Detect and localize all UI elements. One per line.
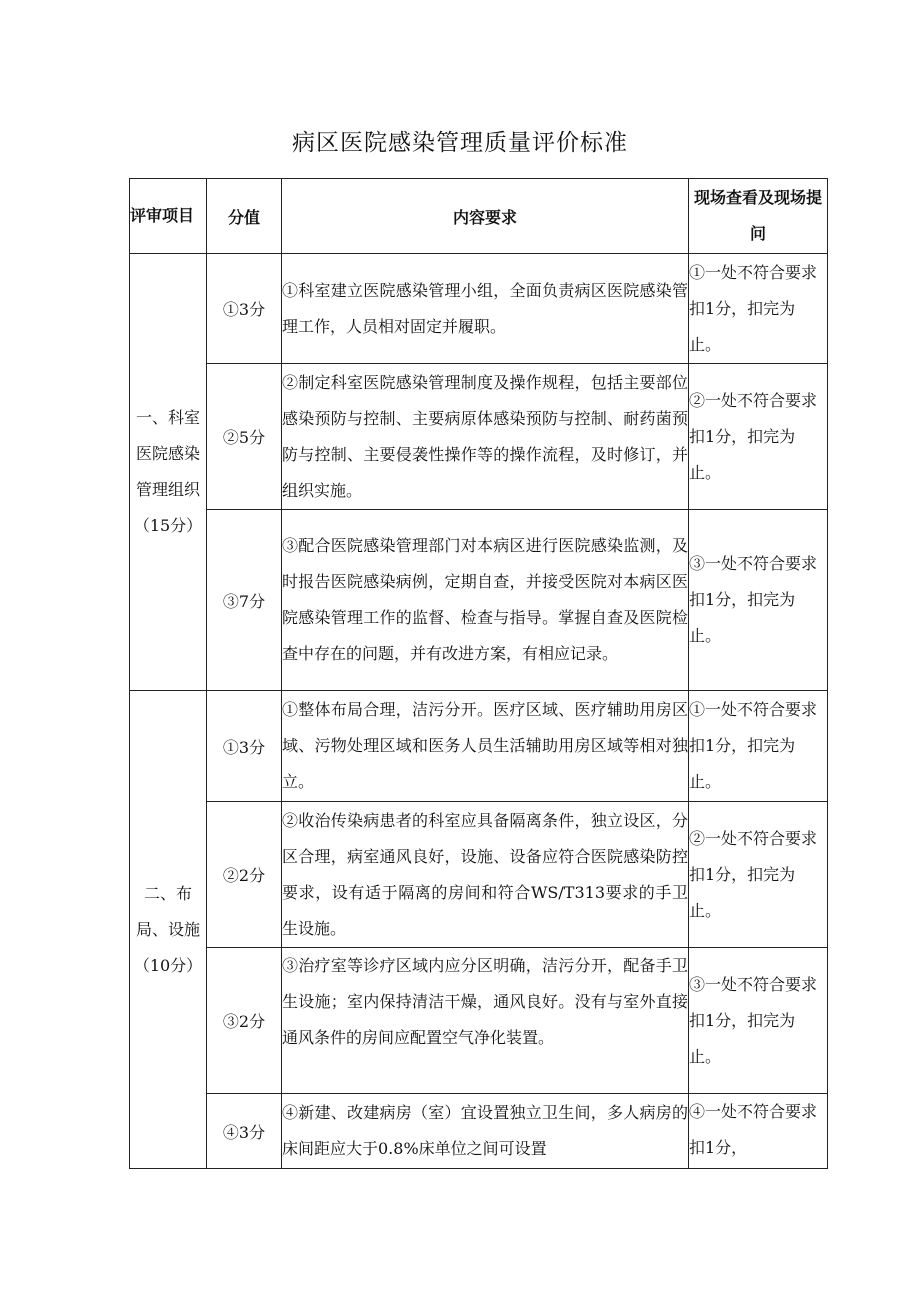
header-content: 内容要求 <box>282 179 689 254</box>
row-score: ③2分 <box>207 948 282 1094</box>
section-1-name: 一、科室医院感染管理组织（15分） <box>130 254 207 691</box>
row-content: ①整体布局合理，洁污分开。医疗区域、医疗辅助用房区域、污物处理区域和医务人员生活辅助用房区域等相对独立。 <box>282 691 689 802</box>
table-row <box>130 691 828 802</box>
table-row <box>130 510 828 691</box>
section-2-name: 二、布局、设施（10分） <box>130 691 207 1169</box>
header-score: 分值 <box>207 179 282 254</box>
row-content: ③治疗室等诊疗区域内应分区明确，洁污分开，配备手卫生设施；室内保持清洁干燥，通风良好。没有与室外直接通风条件的房间应配置空气净化装置。 <box>282 948 689 1094</box>
row-check: ②一处不符合要求扣1分，扣完为止。 <box>689 364 828 510</box>
row-check: ①一处不符合要求扣1分，扣完为止。 <box>689 691 828 802</box>
row-check: ③一处不符合要求扣1分，扣完为止。 <box>689 948 828 1094</box>
evaluation-table <box>129 178 828 1169</box>
table-row <box>130 948 828 1094</box>
row-score: ①3分 <box>207 254 282 364</box>
table-row <box>130 364 828 510</box>
row-content: ④新建、改建病房（室）宜设置独立卫生间，多人病房的床间距应大于0.8%床单位之间可设置 <box>282 1094 689 1169</box>
table-header-row <box>130 179 828 254</box>
header-item: 评审项目 <box>130 179 207 254</box>
row-check: ③一处不符合要求扣1分，扣完为止。 <box>689 510 828 691</box>
row-score: ②5分 <box>207 364 282 510</box>
table-row <box>130 254 828 364</box>
table-row <box>130 1094 828 1169</box>
header-check: 现场查看及现场提问 <box>689 179 828 254</box>
row-content: ③配合医院感染管理部门对本病区进行医院感染监测，及时报告医院感染病例，定期自查，并接受医院对本病区医院感染管理工作的监督、检查与指导。掌握自查及医院检查中存在的问题，并有改进方案，有相应记录。 <box>282 510 689 691</box>
row-content: ②制定科室医院感染管理制度及操作规程，包括主要部位感染预防与控制、主要病原体感染预防与控制、耐药菌预防与控制、主要侵袭性操作等的操作流程，及时修订，并组织实施。 <box>282 364 689 510</box>
row-check: ②一处不符合要求扣1分，扣完为止。 <box>689 802 828 948</box>
row-check: ①一处不符合要求扣1分，扣完为止。 <box>689 254 828 364</box>
page-title: 病区医院感染管理质量评价标准 <box>292 130 628 156</box>
row-content: ②收治传染病患者的科室应具备隔离条件，独立设区，分区合理，病室通风良好，设施、设备应符合医院感染防控要求，设有适于隔离的房间和符合WS/T313要求的手卫生设施。 <box>282 802 689 948</box>
row-content: ①科室建立医院感染管理小组，全面负责病区医院感染管理工作，人员相对固定并履职。 <box>282 254 689 364</box>
row-check: ④一处不符合要求扣1分， <box>689 1094 828 1169</box>
table-row <box>130 802 828 948</box>
row-score: ②2分 <box>207 802 282 948</box>
row-score: ③7分 <box>207 510 282 691</box>
row-score: ④3分 <box>207 1094 282 1169</box>
row-score: ①3分 <box>207 691 282 802</box>
